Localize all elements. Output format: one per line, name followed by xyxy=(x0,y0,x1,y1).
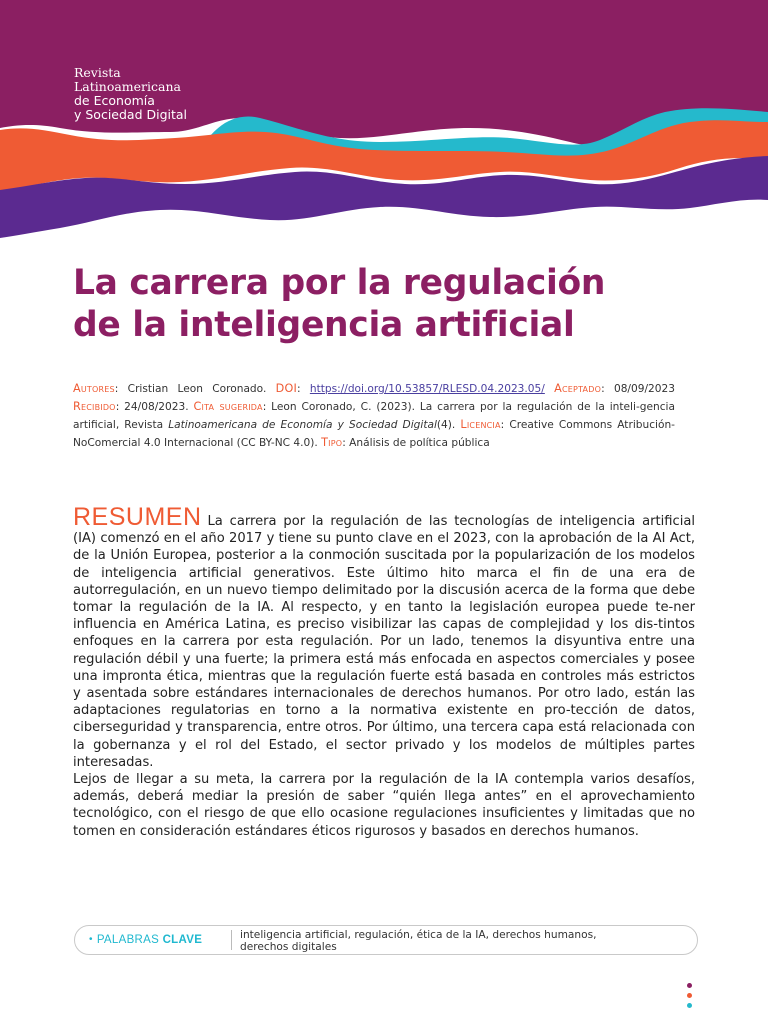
doi-label: DOI xyxy=(275,382,297,395)
article-title xyxy=(73,262,713,346)
journal-name xyxy=(74,66,187,122)
accepted-label: Aceptado xyxy=(554,382,602,395)
wave-graphic xyxy=(0,0,768,245)
cite-label: Cita sugerida xyxy=(193,400,263,413)
keywords-divider xyxy=(231,930,232,950)
article-metadata xyxy=(73,380,675,452)
keywords-line2: derechos digitales xyxy=(240,941,337,953)
type-value: : Análisis de política pública xyxy=(342,437,490,449)
doi-link[interactable]: https://doi.org/10.53857/RLESD.04.2023.05/ xyxy=(309,383,545,395)
received-value: : 24/08/2023. xyxy=(115,401,194,413)
doi-separator: : xyxy=(296,383,310,395)
title-line1: La carrera por la regulación xyxy=(73,263,606,303)
authors-label: Autores xyxy=(73,382,115,395)
cite-value: : Leon Coronado, C. (2023). La carrera por la regulación de la inteli-gencia artificial, Revista xyxy=(73,401,675,431)
dot-orange-icon xyxy=(687,993,692,998)
keywords-label-bold: CLAVE xyxy=(162,934,203,946)
accepted-value: : 08/09/2023 xyxy=(601,383,676,395)
title-line2: de la inteligencia artificial xyxy=(73,305,575,345)
type-label: Tipo xyxy=(321,436,343,449)
abstract-paragraph-2: Lejos de llegar a su meta, la carrera por la regulación de la IA contempla varios desafíos, además, deberá mediar la presión de saber “quién llega antes” en el aprovechamiento tecnológico, con el riesgo de que ello ocasione regulaciones insuficientes y limitadas que no tomen en consideración estándares éticos rigurosos y basados en derechos humanos. xyxy=(73,772,695,839)
authors-value: : Cristian Leon Coronado. xyxy=(114,383,276,395)
cite-issue: (4). xyxy=(436,419,461,431)
journal-name-line4: y Sociedad Digital xyxy=(74,107,188,122)
license-value: : Creative Commons Atribución-NoComercial 4.0 Internacional (CC BY-NC 4.0). xyxy=(73,419,675,449)
journal-header-banner xyxy=(0,0,768,245)
keywords-label-light: PALABRAS xyxy=(96,934,163,946)
received-label: Recibido xyxy=(73,400,116,413)
abstract-heading: RESUMEN xyxy=(73,503,202,531)
journal-name-line2: Latinoamericana xyxy=(74,79,181,94)
license-label: Licencia xyxy=(460,418,501,431)
dot-teal-icon xyxy=(687,1003,692,1008)
keywords-list xyxy=(240,929,640,953)
abstract-paragraph-1 xyxy=(73,503,695,771)
bullet-icon: • xyxy=(89,934,93,945)
cite-journal: Latinoamericana de Economía y Sociedad Digital xyxy=(168,419,437,431)
abstract-section xyxy=(73,503,695,840)
keywords-line1: inteligencia artificial, regulación, ética de la IA, derechos humanos, xyxy=(240,929,597,941)
abstract-text-1: La carrera por la regulación de las tecnologías de inteligencia artificial (IA) comenzó en el año 2017 y tiene su punto clave en el 2023, con la aprobación de la AI Act, de la Unión Europea, posterior a la conmoción suscitada por la popularización de los modelos de inteligencia artificial generativos. Este último hito marca el fin de una era de autorregulación, en un nuevo tiempo delimitado por la discusión acerca de la forma que debe tomar la regulación de la IA. Al respecto, y en tanto la legislación europea puede te-ner influencia en América Latina, es preciso visibilizar las capas de complejidad y los dis-tintos enfoques en la carrera por esta regulación. Por un lado, tenemos la disyuntiva entre una regulación débil y una fuerte; la primera está más enfocada en aspectos comerciales y posee una impronta ética, mientras que la regulación fuerte está basada en controles más estrictos y asentada sobre estándares internacionales de derechos humanos. Por otro lado, están las adaptaciones regulatorias en torno a la normativa existente en pro-tección de datos, ciberseguridad y transparencia, entre otros. Por último, una tercera capa está relacionada con la gobernanza y el rol del Estado, el sector privado y los modelos de múltiples partes interesadas. xyxy=(73,514,695,770)
journal-name-line1: Revista xyxy=(74,65,121,80)
dot-magenta-icon xyxy=(687,983,692,988)
journal-name-line3: de Economía xyxy=(74,93,155,108)
keywords-label xyxy=(89,934,202,946)
decorative-dots xyxy=(687,983,693,1013)
keywords-box xyxy=(74,925,698,955)
